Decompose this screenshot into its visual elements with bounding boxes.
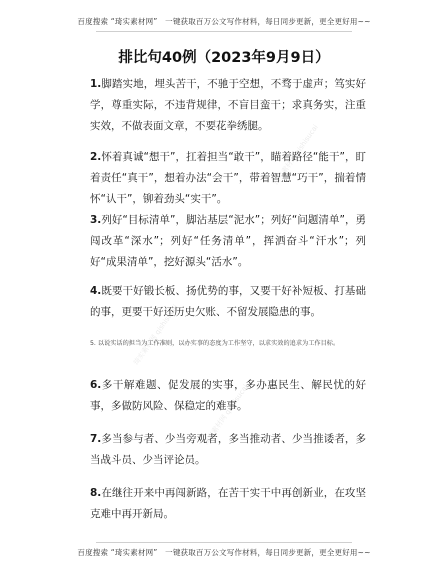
list-item [90, 375, 366, 417]
item-number: 2. [90, 151, 102, 163]
list-item [90, 147, 366, 210]
item-text: 以说实话的担当为工作准则，以办实事的态度为工作坚守，以求实效的追求为工作目标。 [97, 340, 340, 347]
list-item [90, 74, 366, 137]
item-text: 脚踏实地，埋头苦干，不驰于空想，不骛于虚声；笃实好学，尊重实际，不违背规律，不盲目蛮干；求真务实，注重实效，不做表面文章，不要花拳绣腿。 [90, 78, 366, 132]
item-number: 4. [90, 285, 102, 297]
item-number: 5. [90, 340, 96, 347]
footer-banner: 百度搜索 “琦实素材网” 一键获取百万公文写作材料，每日同步更新，更全更好用~~ [77, 548, 371, 557]
item-number: 3. [90, 214, 102, 226]
item-text: 多当参与者、少当旁观者，多当推动者、少当推诿者，多当战斗员、少当评论员。 [90, 433, 366, 466]
item-text: 怀着真诚“想干”，扛着担当“敢干”，瞄着路径“能干”，盯着责任“真干”，想着办法“会干”，带着智慧“巧干”，揣着情怀“认干”，铆着劲头“实干”。 [90, 151, 366, 205]
watermark: 琦实素材网 qishisucai [132, 303, 180, 367]
list-item [90, 281, 366, 323]
item-text: 在继往开来中再闯新路，在苦干实干中再创新业，在攻坚克难中再开新局。 [90, 487, 366, 520]
header-banner: 百度搜索 “琦实素材网” 一键获取百万公文写作材料，每日同步更新，更全更好用~~ [77, 17, 371, 26]
page-title: 排比句40例（2023年9月9日） [118, 50, 330, 66]
item-text: 列好“目标清单”，脚沾基层“泥水”；列好“问题清单”，勇闯改革“深水”；列好“任务清单”，挥洒奋斗“汗水”；列好“成果清单”，挖好源头“活水”。 [90, 214, 366, 268]
item-number: 6. [90, 379, 102, 391]
list-item [90, 336, 366, 351]
item-text: 既要干好锻长板、扬优势的事，又要干好补短板、打基础的事，更要干好还历史欠账、不留发展隐患的事。 [90, 285, 366, 318]
item-number: 7. [90, 433, 102, 445]
list-item [90, 429, 366, 471]
watermark: 琦实素材网 qishisucai [202, 383, 250, 447]
footer-divider [96, 542, 352, 543]
item-number: 1. [90, 78, 102, 90]
item-text: 多干解难题、促发展的实事，多办惠民生、解民忧的好事，多做防风险、保稳定的难事。 [90, 379, 366, 412]
list-item [90, 210, 366, 273]
header-divider [96, 31, 352, 32]
watermark: 琦实素材网 qishisucai [272, 123, 320, 187]
item-number: 8. [90, 487, 102, 499]
list-item [90, 483, 366, 525]
